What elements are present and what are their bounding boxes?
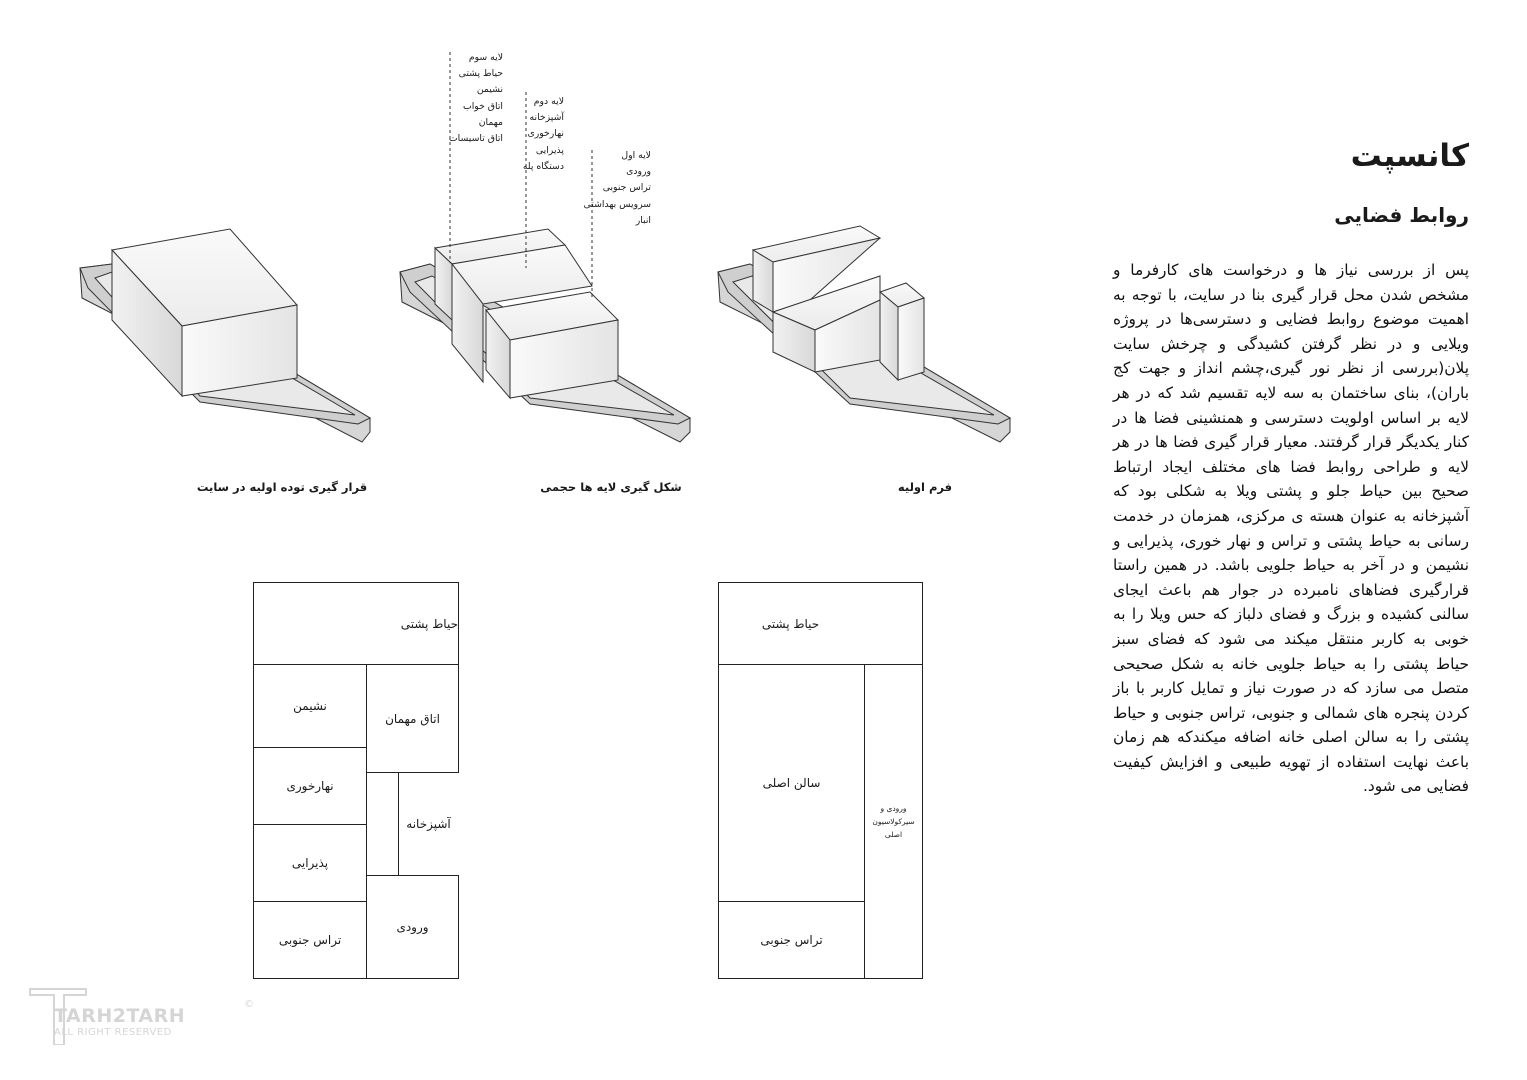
layer-label: لایه دوم [533,96,564,107]
layer1-labels [584,148,651,229]
plan-left [253,582,459,979]
room-entrance: ورودی [366,875,459,979]
iso-diagrams [0,0,1060,470]
logo-name: TARH2TARH [54,1005,186,1027]
caption-volumetric-layers: شکل گیری لایه ها حجمی [540,480,682,494]
room-reception: پذیرایی [253,824,367,902]
room-entrance-circulation [864,664,923,979]
page-title: کانسپت [1350,138,1469,174]
room-dining: نهارخوری [253,747,367,825]
layer-label: لایه سوم [468,52,503,63]
room-guest: اتاق مهمان [366,664,459,773]
logo-tagline: ALL RIGHT RESERVED [54,1027,172,1038]
room-back-yard [718,582,923,665]
layer-label: لایه اول [621,150,651,161]
layer-label: انبار [635,214,651,226]
layer2-labels [523,94,564,175]
layer-label: اتاق خواب [462,100,503,112]
room-label: ورودی و [880,804,907,813]
body-paragraph: پس از بررسی نیاز ها و درخواست های کارفرما و مشخص شدن محل قرار گیری بنا در سایت، با توجه به اهمیت موضوع روابط فضایی و دسترسی‌ها در پروژه ویلایی و در نظر گرفتن کشیدگی و چرخش سایت پلان(بررسی از نظر نور گیری،چشم انداز و جهت کج باران)، بنای ساختمان به سه لایه تقسیم شد که در هر لایه بر اساس اولویت دسترسی و همنشینی فضا ها در کنار یکدیگر قرار گرفتند. معیار قرار گیری فضا ها در هر لایه و طراحی روابط فضا های مختلف ایجاد ارتباط صحیح بین حیاط جلو و پشتی ویلا به شکلی بود که آشپزخانه به عنوان هسته ی مرکزی، همزمان در خدمت رسانی به حیاط پشتی و تراس و نهار خوری، پذیرایی و نشیمن و در آخر به حیاط جلویی باشد. در همین راستا قرارگیری فضاهای نامبرده در جوار هم باعث ایجای سالنی کشیده و بزرگ و فضای دلباز که حس ویلا را به خوبی به کاربر منتقل میکند می شود که فضای سبز حیاط پشتی را به حیاط جلویی خانه به شکل صحیحی متصل می سازد که در صورت نیاز و تمایل کاربر با باز کردن پنجره های شمالی و جنوبی، تراس جنوبی و حیاط پشتی را به سالن اصلی خانه اضافه میکندکه هم زمان باعث نهایت استفاده از تهویه طبیعی و افزایش کیفیت فضایی می شود. [1113,261,1469,796]
room-living: نشیمن [253,664,367,748]
caption-initial-form: فرم اولیه [897,480,953,494]
layer3-labels [449,50,503,147]
iso-initial-form [718,226,1010,442]
room-south-terrace: تراس جنوبی [718,901,865,979]
watermark-logo [28,985,254,1038]
page-subtitle: روابط فضایی [1334,203,1469,227]
layer-label: اتاق تاسیسات [448,133,503,145]
room-south-terrace: تراس جنوبی [253,901,367,979]
layer-label: آشپزخانه [529,112,564,124]
room-back-yard: حیاط پشتی [253,582,459,665]
layer-label: سرویس بهداشتی [583,198,651,210]
iso-volumetric-layers [400,229,690,442]
layer-label: تراس جنوبی [602,182,651,194]
iso-site-placement [80,229,370,442]
layer-label: حیاط پشتی [458,68,503,80]
layer-label: ورودی [626,166,651,178]
caption-site-placement: قرار گیری توده اولیه در سایت [196,480,368,494]
copyright-mark: © [244,999,254,1010]
room-kitchen: آشپزخانه [398,772,459,876]
layer-label: مهمان [478,116,503,128]
room-label: حیاط پشتی [761,616,820,631]
layer-label: نهارخوری [527,128,564,140]
plan-right [718,582,923,979]
layer-label: پذیرایی [535,144,564,156]
layer-label: دستگاه پله [522,160,564,172]
room-label: اصلی [884,830,903,839]
room-main-hall: سالن اصلی [718,664,865,902]
room-stair-void [366,772,399,876]
layer-label: نشیمن [476,84,503,96]
room-label: سیرکولاسیون [872,817,915,826]
